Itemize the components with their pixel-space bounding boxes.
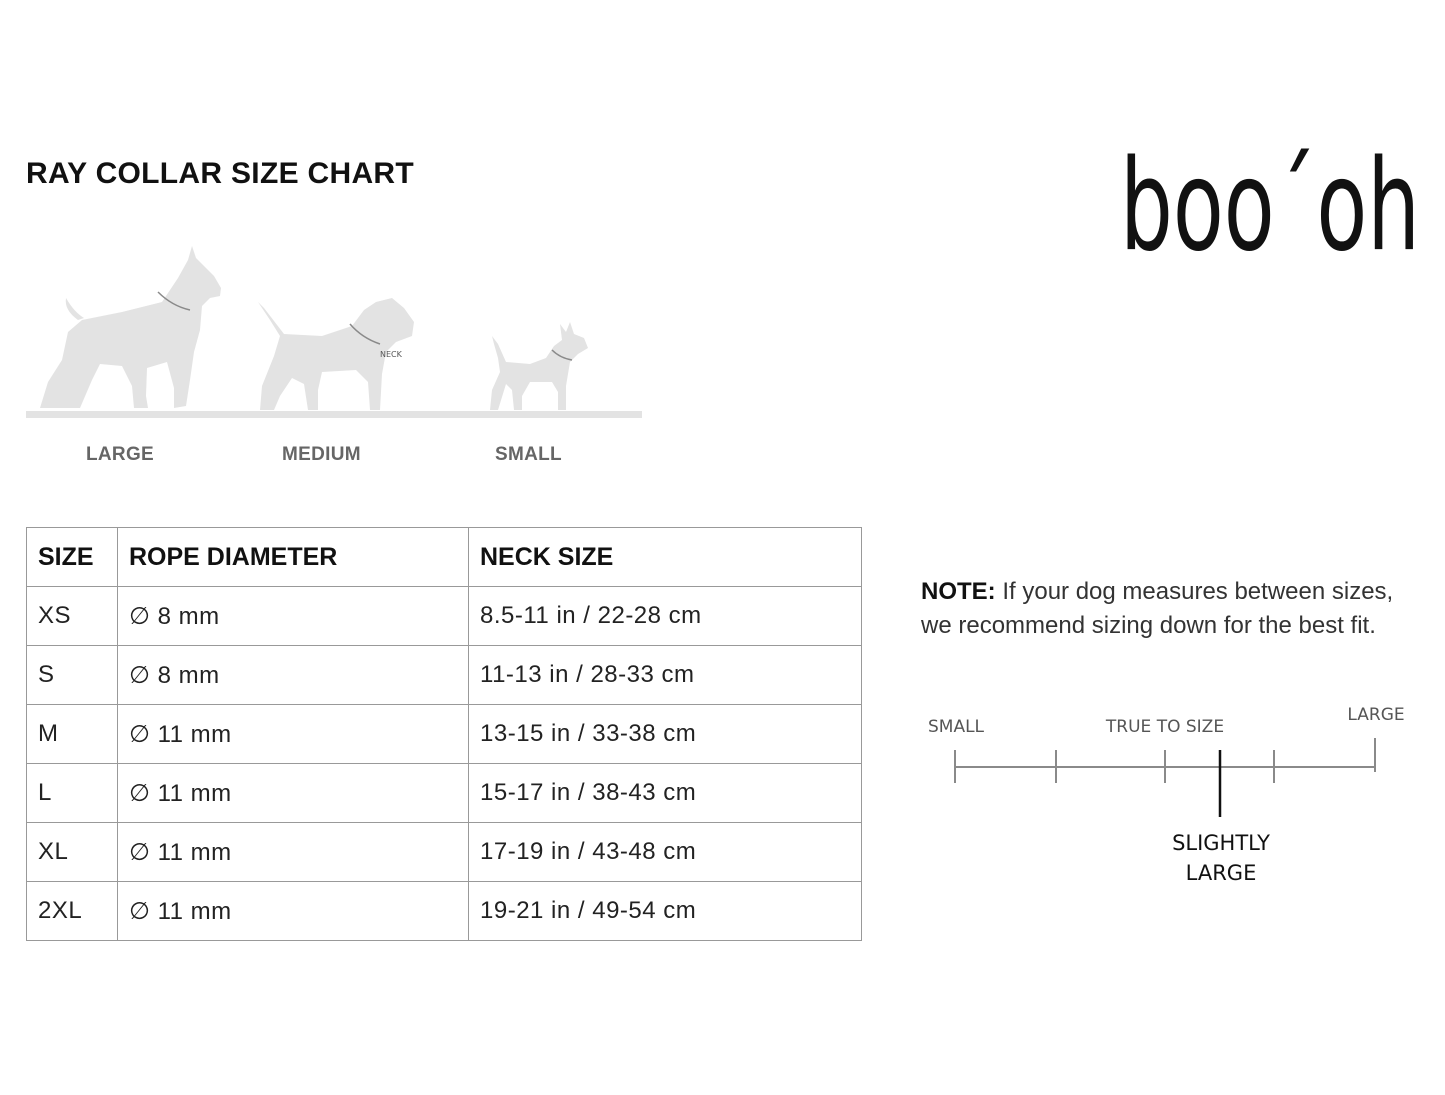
neck-cell: 15-17 in / 38-43 cm [469,764,862,823]
note-text: If your dog measures between sizes, we recommend sizing down for the best fit. [921,578,1394,639]
size-table [26,527,862,941]
fit-indicator-label-line2: LARGE [1185,861,1257,885]
diameter-cell: ∅ 11 mm [118,882,469,941]
svg-text:boo´oh: boo´oh [1120,145,1420,260]
diameter-cell: ∅ 8 mm [118,587,469,646]
table-row [27,646,862,705]
small-dog-icon [490,322,588,410]
column-header-rope-diameter: ROPE DIAMETER [118,528,469,587]
sizing-note [921,575,1426,643]
neck-cell: 13-15 in / 33-38 cm [469,705,862,764]
size-cell: 2XL [27,882,118,941]
fit-scale-large-label: LARGE [1347,705,1405,725]
fit-scale-true-to-size-label: TRUE TO SIZE [1105,717,1225,737]
table-header-row [27,528,862,587]
fit-indicator-label-line1: SLIGHTLY [1172,831,1270,855]
ground-line [26,411,642,418]
diameter-cell: ∅ 11 mm [118,705,469,764]
table-row [27,882,862,941]
note-label: NOTE: [921,578,996,605]
dog-label-small: SMALL [495,444,562,465]
dog-label-medium: MEDIUM [282,444,361,465]
dog-label-large: LARGE [86,444,154,465]
size-cell: M [27,705,118,764]
fit-scale-small-label: SMALL [928,717,985,737]
table-row [27,587,862,646]
table-row [27,764,862,823]
diameter-cell: ∅ 8 mm [118,646,469,705]
size-cell: L [27,764,118,823]
size-cell: XL [27,823,118,882]
diameter-cell: ∅ 11 mm [118,823,469,882]
table-row [27,823,862,882]
neck-cell: 17-19 in / 43-48 cm [469,823,862,882]
column-header-neck-size: NECK SIZE [469,528,862,587]
neck-cell: 19-21 in / 49-54 cm [469,882,862,941]
page-title: RAY COLLAR SIZE CHART [26,157,414,190]
diameter-cell: ∅ 11 mm [118,764,469,823]
column-header-size: SIZE [27,528,118,587]
table-row [27,705,862,764]
dog-silhouettes [22,240,647,425]
size-cell: XS [27,587,118,646]
size-cell: S [27,646,118,705]
neck-label: NECK [380,350,402,359]
large-dog-icon [40,246,221,408]
brand-logo [1105,145,1435,260]
neck-cell: 11-13 in / 28-33 cm [469,646,862,705]
fit-scale [915,700,1415,900]
neck-cell: 8.5-11 in / 22-28 cm [469,587,862,646]
